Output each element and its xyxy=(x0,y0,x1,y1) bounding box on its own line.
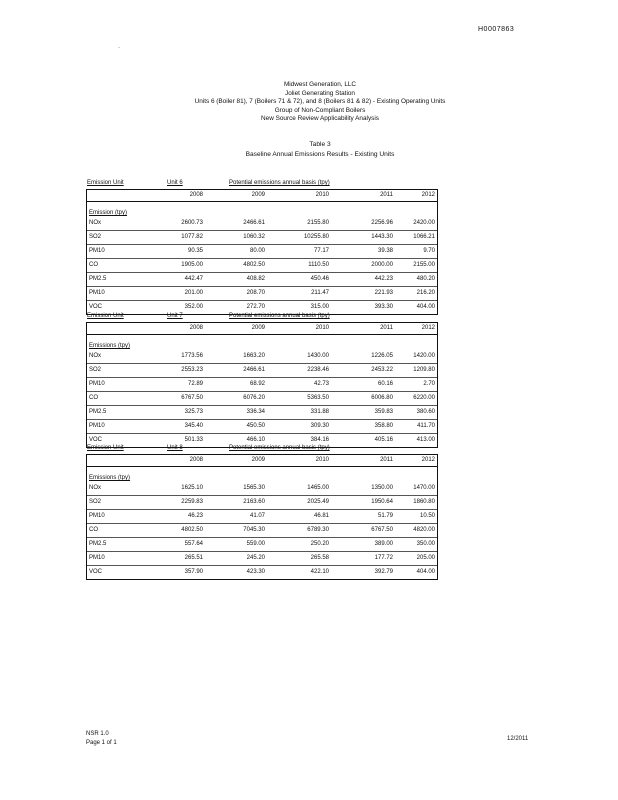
unit-8-table-block xyxy=(86,445,438,580)
table-row xyxy=(87,273,437,287)
cell-value: 80.00 xyxy=(249,248,265,254)
year-header: 2010 xyxy=(315,325,329,331)
document-header xyxy=(120,81,520,124)
cell-value: 393.30 xyxy=(374,304,393,310)
row-label: CO xyxy=(89,262,98,268)
year-header: 2011 xyxy=(380,457,393,463)
cell-value: 2155.80 xyxy=(307,220,329,226)
cell-value: 1420.00 xyxy=(413,353,435,359)
group-label: Emissions (tpy) xyxy=(89,475,131,481)
cell-value: 1625.10 xyxy=(181,485,203,491)
table-row xyxy=(87,482,437,496)
row-label: PM10 xyxy=(89,555,105,561)
cell-value: 358.80 xyxy=(374,423,393,429)
cell-value: 42.73 xyxy=(313,381,329,387)
cell-value: 68.92 xyxy=(249,381,265,387)
cell-value: 389.00 xyxy=(374,541,393,547)
table-row xyxy=(87,406,437,420)
year-header: 2008 xyxy=(189,325,203,331)
unit-7-table-block xyxy=(86,313,438,448)
cell-value: 1430.00 xyxy=(307,353,329,359)
row-label: NOx xyxy=(89,485,101,491)
cell-value: 1465.00 xyxy=(307,485,329,491)
table-row xyxy=(87,259,437,273)
cell-value: 392.79 xyxy=(374,569,393,575)
row-label: PM10 xyxy=(89,248,105,254)
cell-value: 245.20 xyxy=(246,555,265,561)
cell-value: 501.33 xyxy=(184,437,203,443)
header-units: Units 6 (Boiler 81), 7 (Boilers 71 & 72), and 8 (Boilers 81 & 82) - Existing Operating Units xyxy=(194,98,446,105)
cell-value: 350.00 xyxy=(416,541,435,547)
row-label: VOC xyxy=(89,569,103,575)
cell-value: 1565.30 xyxy=(243,485,265,491)
cell-value: 211.47 xyxy=(311,290,329,296)
source-label: Emission Unit xyxy=(87,313,124,319)
cell-value: 46.81 xyxy=(313,513,329,519)
cell-value: 384.16 xyxy=(310,437,329,443)
cell-value: 480.20 xyxy=(416,276,435,282)
cell-value: 442.47 xyxy=(184,276,203,282)
cell-value: 380.60 xyxy=(416,409,435,415)
table-row xyxy=(87,420,437,434)
year-header: 2009 xyxy=(251,325,265,331)
cell-value: 2466.61 xyxy=(243,367,265,373)
row-label: CO xyxy=(89,527,98,533)
cell-value: 6767.50 xyxy=(181,395,203,401)
row-label: SO2 xyxy=(89,367,102,373)
row-label: PM10 xyxy=(89,381,105,387)
cell-value: 90.35 xyxy=(187,248,203,254)
row-label: PM10 xyxy=(89,513,105,519)
cell-value: 250.20 xyxy=(310,541,329,547)
cell-value: 4802.50 xyxy=(181,527,203,533)
year-header: 2011 xyxy=(380,325,393,331)
row-label: NOx xyxy=(89,353,101,359)
table-row xyxy=(87,510,437,524)
cell-value: 9.70 xyxy=(423,248,435,254)
year-header: 2008 xyxy=(189,192,203,198)
table-row xyxy=(87,217,437,231)
cell-value: 450.50 xyxy=(246,423,265,429)
emissions-note: Potential emissions annual basis (tpy) xyxy=(229,180,330,186)
cell-value: 309.30 xyxy=(310,423,329,429)
cell-value: 7045.30 xyxy=(243,527,265,533)
table-row xyxy=(87,552,437,566)
year-header-row xyxy=(87,455,437,467)
cell-value: 2238.46 xyxy=(307,367,329,373)
cell-value: 2000.00 xyxy=(371,262,393,268)
cell-value: 2256.96 xyxy=(371,220,393,226)
cell-value: 177.72 xyxy=(374,555,393,561)
group-label: Emissions (tpy) xyxy=(89,343,131,349)
cell-value: 2259.83 xyxy=(181,499,203,505)
table-meta xyxy=(86,180,438,189)
cell-value: 6076.20 xyxy=(243,395,265,401)
footer-page-number: Page 1 of 1 xyxy=(86,740,117,746)
cell-value: 1860.80 xyxy=(413,499,435,505)
cell-value: 325.73 xyxy=(184,409,203,415)
emissions-table xyxy=(86,454,438,580)
cell-value: 77.17 xyxy=(313,248,329,254)
cell-value: 265.51 xyxy=(184,555,203,561)
cell-value: 1905.00 xyxy=(181,262,203,268)
cell-value: 336.34 xyxy=(246,409,265,415)
cell-value: 6789.30 xyxy=(307,527,329,533)
cell-value: 1470.00 xyxy=(413,485,435,491)
cell-value: 559.00 xyxy=(246,541,265,547)
row-label: PM2.5 xyxy=(89,276,107,282)
cell-value: 352.00 xyxy=(184,304,203,310)
emissions-table xyxy=(86,189,438,315)
cell-value: 450.46 xyxy=(310,276,329,282)
document-id: H0007863 xyxy=(478,26,515,33)
cell-value: 6767.50 xyxy=(371,527,393,533)
cell-value: 557.64 xyxy=(184,541,203,547)
table-row xyxy=(87,538,437,552)
cell-value: 4820.00 xyxy=(413,527,435,533)
year-header: 2009 xyxy=(251,192,265,198)
cell-value: 6220.00 xyxy=(413,395,435,401)
year-header: 2009 xyxy=(251,457,265,463)
cell-value: 1209.80 xyxy=(413,367,435,373)
cell-value: 1663.20 xyxy=(243,353,265,359)
header-analysis: New Source Review Applicability Analysis xyxy=(261,115,379,122)
year-header-row xyxy=(87,190,437,202)
cell-value: 272.70 xyxy=(246,304,265,310)
row-label: PM10 xyxy=(89,290,105,296)
table-row xyxy=(87,287,437,301)
cell-value: 357.90 xyxy=(184,569,203,575)
cell-value: 1773.56 xyxy=(181,353,203,359)
cell-value: 1226.05 xyxy=(371,353,393,359)
header-station: Joliet Generating Station xyxy=(285,89,355,97)
cell-value: 4802.50 xyxy=(243,262,265,268)
cell-value: 1060.32 xyxy=(243,234,265,240)
footer-right-date: 12/2011 xyxy=(507,736,529,742)
table-row xyxy=(87,566,437,579)
cell-value: 2420.00 xyxy=(413,220,435,226)
row-label: NOx xyxy=(89,220,101,226)
cell-value: 411.70 xyxy=(417,423,435,429)
emissions-table xyxy=(86,322,438,448)
cell-value: 315.00 xyxy=(310,304,329,310)
row-label: SO2 xyxy=(89,234,102,240)
cell-value: 10.50 xyxy=(419,513,435,519)
table-row xyxy=(87,524,437,538)
cell-value: 413.00 xyxy=(416,437,435,443)
cell-value: 5363.50 xyxy=(307,395,329,401)
table-row xyxy=(87,392,437,406)
cell-value: 60.16 xyxy=(377,381,393,387)
cell-value: 404.00 xyxy=(416,304,435,310)
group-label: Emission (tpy) xyxy=(89,210,128,216)
cell-value: 2553.23 xyxy=(181,367,203,373)
year-header: 2011 xyxy=(380,192,393,198)
table-row xyxy=(87,364,437,378)
cell-value: 331.88 xyxy=(310,409,329,415)
row-label: VOC xyxy=(89,304,103,310)
cell-value: 2600.73 xyxy=(181,220,203,226)
table-subtitle: Baseline Annual Emissions Results - Existing Units xyxy=(245,151,395,158)
row-label: PM10 xyxy=(89,423,105,429)
table-row xyxy=(87,350,437,364)
cell-value: 442.23 xyxy=(374,276,393,282)
cell-value: 10255.80 xyxy=(303,234,329,240)
scan-speck: · xyxy=(118,45,120,51)
unit-label: Unit 8 xyxy=(167,445,183,451)
cell-value: 2.70 xyxy=(423,381,435,387)
year-header: 2012 xyxy=(421,325,435,331)
cell-value: 39.38 xyxy=(377,248,393,254)
cell-value: 51.79 xyxy=(377,513,393,519)
year-header-row xyxy=(87,323,437,335)
table-row xyxy=(87,378,437,392)
cell-value: 404.00 xyxy=(416,569,435,575)
cell-value: 1110.50 xyxy=(308,262,329,268)
cell-value: 41.07 xyxy=(249,513,265,519)
row-label: CO xyxy=(89,395,98,401)
unit-6-table-block xyxy=(86,180,438,315)
unit-label: Unit 6 xyxy=(167,180,183,186)
emissions-note: Potential emissions annual basis (tpy) xyxy=(229,313,330,319)
cell-value: 72.89 xyxy=(187,381,203,387)
cell-value: 405.16 xyxy=(374,437,393,443)
cell-value: 1077.82 xyxy=(181,234,203,240)
footer-left-line-1: NSR 1.0 xyxy=(86,731,109,737)
source-label: Emission Unit xyxy=(87,180,124,186)
year-header: 2010 xyxy=(315,192,329,198)
table-row xyxy=(87,245,437,259)
cell-value: 423.30 xyxy=(246,569,265,575)
table-title: Table 3 xyxy=(309,141,331,148)
cell-value: 1443.30 xyxy=(371,234,393,240)
cell-value: 265.58 xyxy=(310,555,329,561)
row-label: VOC xyxy=(89,437,103,443)
unit-label: Unit 7 xyxy=(167,313,183,319)
cell-value: 46.23 xyxy=(187,513,203,519)
cell-value: 359.83 xyxy=(374,409,393,415)
cell-value: 2025.49 xyxy=(307,499,329,505)
source-label: Emission Unit xyxy=(87,445,124,451)
cell-value: 2155.00 xyxy=(413,262,435,268)
cell-value: 208.70 xyxy=(246,290,265,296)
cell-value: 1066.21 xyxy=(413,234,435,240)
year-header: 2010 xyxy=(315,457,329,463)
emissions-note: Potential emissions annual basis (tpy) xyxy=(229,445,330,451)
row-label: SO2 xyxy=(89,499,102,505)
row-label: PM2.5 xyxy=(89,409,107,415)
cell-value: 2453.22 xyxy=(371,367,393,373)
cell-value: 221.93 xyxy=(374,290,393,296)
cell-value: 345.40 xyxy=(184,423,203,429)
year-header: 2012 xyxy=(421,192,435,198)
cell-value: 2466.61 xyxy=(243,220,265,226)
cell-value: 205.00 xyxy=(416,555,435,561)
header-group: Group of Non-Compliant Boilers xyxy=(274,106,366,114)
cell-value: 466.10 xyxy=(246,437,265,443)
cell-value: 6006.80 xyxy=(371,395,393,401)
cell-value: 2163.60 xyxy=(243,499,265,505)
row-label: PM2.5 xyxy=(89,541,107,547)
year-header: 2008 xyxy=(189,457,203,463)
cell-value: 408.82 xyxy=(246,276,265,282)
year-header: 2012 xyxy=(421,457,435,463)
cell-value: 1950.64 xyxy=(371,499,393,505)
table-row xyxy=(87,496,437,510)
cell-value: 422.10 xyxy=(310,569,329,575)
cell-value: 201.00 xyxy=(184,290,203,296)
table-meta xyxy=(86,313,438,322)
cell-value: 1350.00 xyxy=(371,485,393,491)
table-row xyxy=(87,231,437,245)
header-company: Midwest Generation, LLC xyxy=(283,81,357,88)
table-meta xyxy=(86,445,438,454)
cell-value: 216.20 xyxy=(416,290,435,296)
